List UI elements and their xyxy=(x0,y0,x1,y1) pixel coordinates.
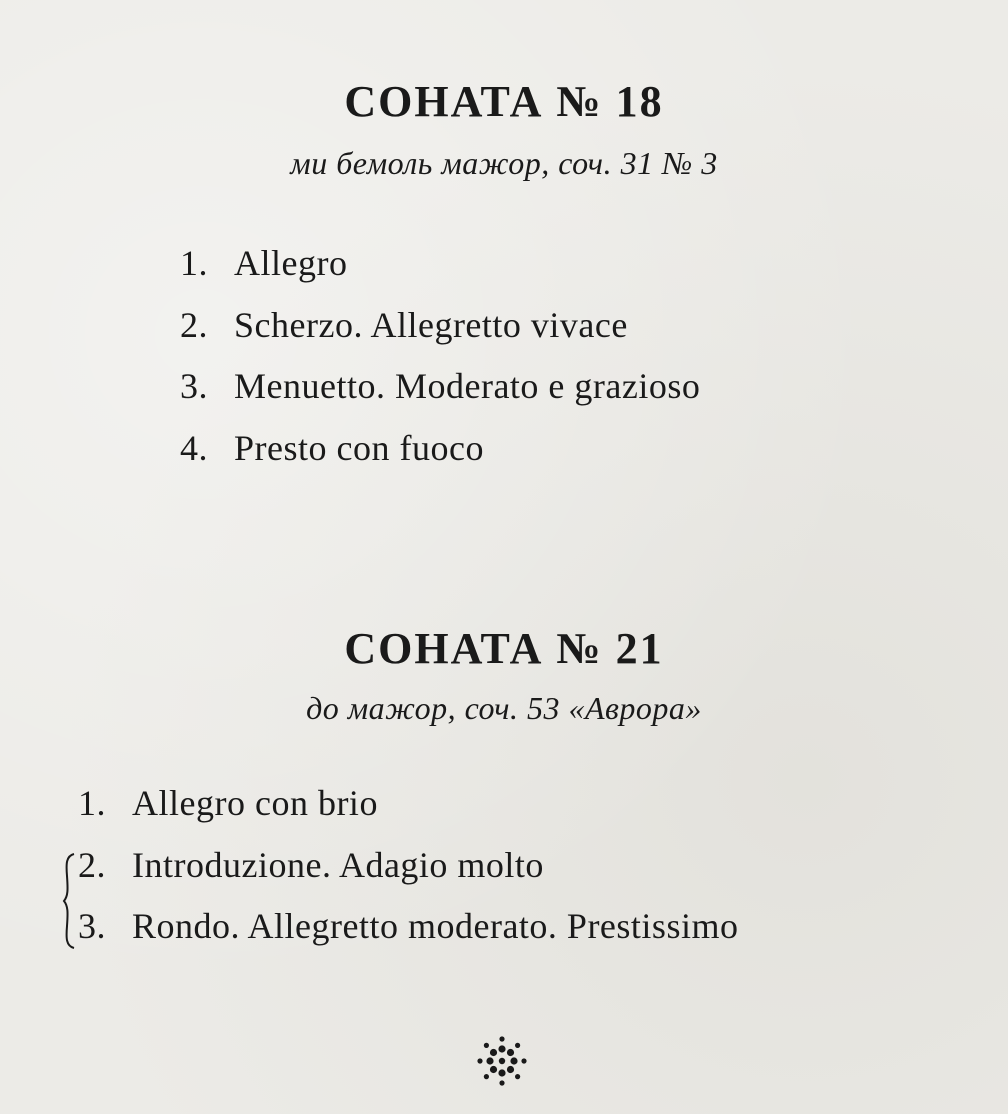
movement-title: Introduzione. Adagio molto xyxy=(132,844,544,885)
movement-number: 3. xyxy=(180,366,208,406)
list-item xyxy=(78,896,738,958)
list-item xyxy=(78,773,738,835)
list-item xyxy=(180,295,700,357)
movement-title: Allegro con brio xyxy=(132,783,378,823)
sonata-18-movement-list xyxy=(180,233,700,479)
sonata-21-subtitle: до мажор, соч. 53 «Аврора» xyxy=(306,690,702,726)
movement-title: Menuetto. Moderato e grazioso xyxy=(234,366,701,406)
movement-number: 2. xyxy=(180,304,208,345)
movement-number: 1. xyxy=(180,243,208,283)
movement-number: 4. xyxy=(180,427,208,468)
list-item xyxy=(180,356,700,418)
brace-icon xyxy=(62,852,76,950)
sonata-21-title: СОНАТА № 21 xyxy=(344,624,664,673)
movement-title: Rondo. Allegretto moderato. Prestissimo xyxy=(132,906,739,946)
sonata-18-subtitle: ми бемоль мажор, соч. 31 № 3 xyxy=(290,145,718,181)
list-item xyxy=(180,233,700,295)
movement-number: 3. xyxy=(78,906,106,946)
list-item xyxy=(78,835,738,897)
movement-title: Scherzo. Allegretto vivace xyxy=(234,304,628,345)
flower-ornament-icon xyxy=(476,1035,528,1087)
movement-number: 2. xyxy=(78,844,106,885)
movement-title: Allegro xyxy=(234,243,348,283)
movement-title: Presto con fuoco xyxy=(234,427,484,468)
sonata-18-title: СОНАТА № 18 xyxy=(344,77,664,126)
movement-number: 1. xyxy=(78,783,106,823)
list-item xyxy=(180,418,700,480)
sonata-21-movement-list xyxy=(78,773,738,958)
